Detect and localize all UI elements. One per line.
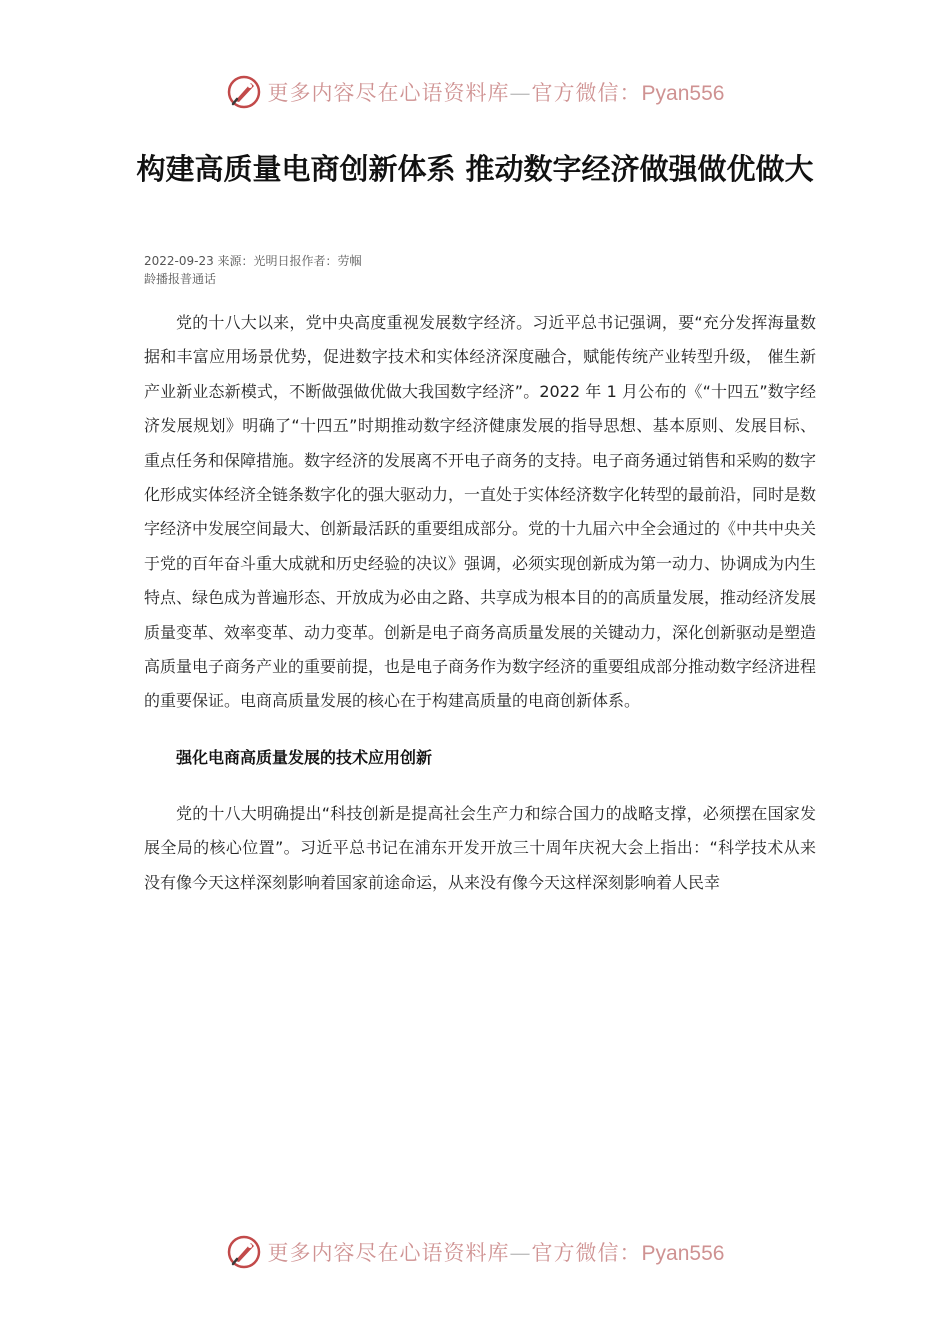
watermark-text: 更多内容尽在心语资料库—官方微信：Pyan556	[267, 81, 725, 105]
paragraph: 党的十八大以来，党中央高度重视发展数字经济。习近平总书记强调，要“充分发挥海量数据和丰富应用场景优势，促进数字技术和实体经济深度融合，赋能传统产业转型升级， 催生新产业新业态新模式，不断做强做优做大我国数字经济”。2022 年 1 月公布的《“十四五”数字经济发展规划》明确了“十四五”时期推动数字经济健康发展的指导思想、基本原则、发展目标、重点任务和保障措施。数字经济的发展离不开电子商务的支持。电子商务通过销售和采购的数字化形成实体经济全链条数字化的强大驱动力，一直处于实体经济数字化转型的最前沿，同时是数字经济中发展空间最大、创新最活跃的重要组成部分。党的十九届六中全会通过的《中共中央关于党的百年奋斗重大成就和历史经验的决议》强调，必须实现创新成为第一动力、协调成为内生特点、绿色成为普遍形态、开放成为必由之路、共享成为根本目的的高质量发展，推动经济发展质量变革、效率变革、动力变革。创新是电子商务高质量发展的关键动力，深化创新驱动是塑造高质量电子商务产业的重要前提，也是电子商务作为数字经济的重要组成部分推动数字经济进程的重要保证。电商高质量发展的核心在于构建高质量的电商创新体系。	[144, 313, 817, 711]
paragraph: 党的十八大明确提出“科技创新是提高社会生产力和综合国力的战略支撑，必须摆在国家发展全局的核心位置”。习近平总书记在浦东开发开放三十周年庆祝大会上指出：“科学技术从来没有像今天这样深刻影响着国家前途命运，从来没有像今天这样深刻影响着人民幸	[144, 803, 816, 892]
article-meta-date-source: 2022-09-23 来源：光明日报作者：劳帼	[144, 254, 362, 268]
watermark-handle: Pyan556	[641, 82, 725, 105]
header-watermark-banner	[0, 72, 950, 112]
watermark-handle: Pyan556	[641, 1242, 725, 1265]
footer-watermark-banner	[0, 1232, 950, 1272]
article-meta-broadcast: 龄播报普通话	[144, 272, 217, 286]
article-body	[144, 306, 816, 900]
quill-pen-icon	[226, 1234, 262, 1270]
watermark-text: 更多内容尽在心语资料库—官方微信：Pyan556	[267, 1241, 725, 1265]
article-title: 构建高质量电商创新体系 推动数字经济做强做优做大	[136, 152, 814, 186]
article-meta	[144, 252, 362, 288]
quill-pen-icon	[226, 74, 262, 110]
section-heading: 强化电商高质量发展的技术应用创新	[176, 747, 433, 767]
